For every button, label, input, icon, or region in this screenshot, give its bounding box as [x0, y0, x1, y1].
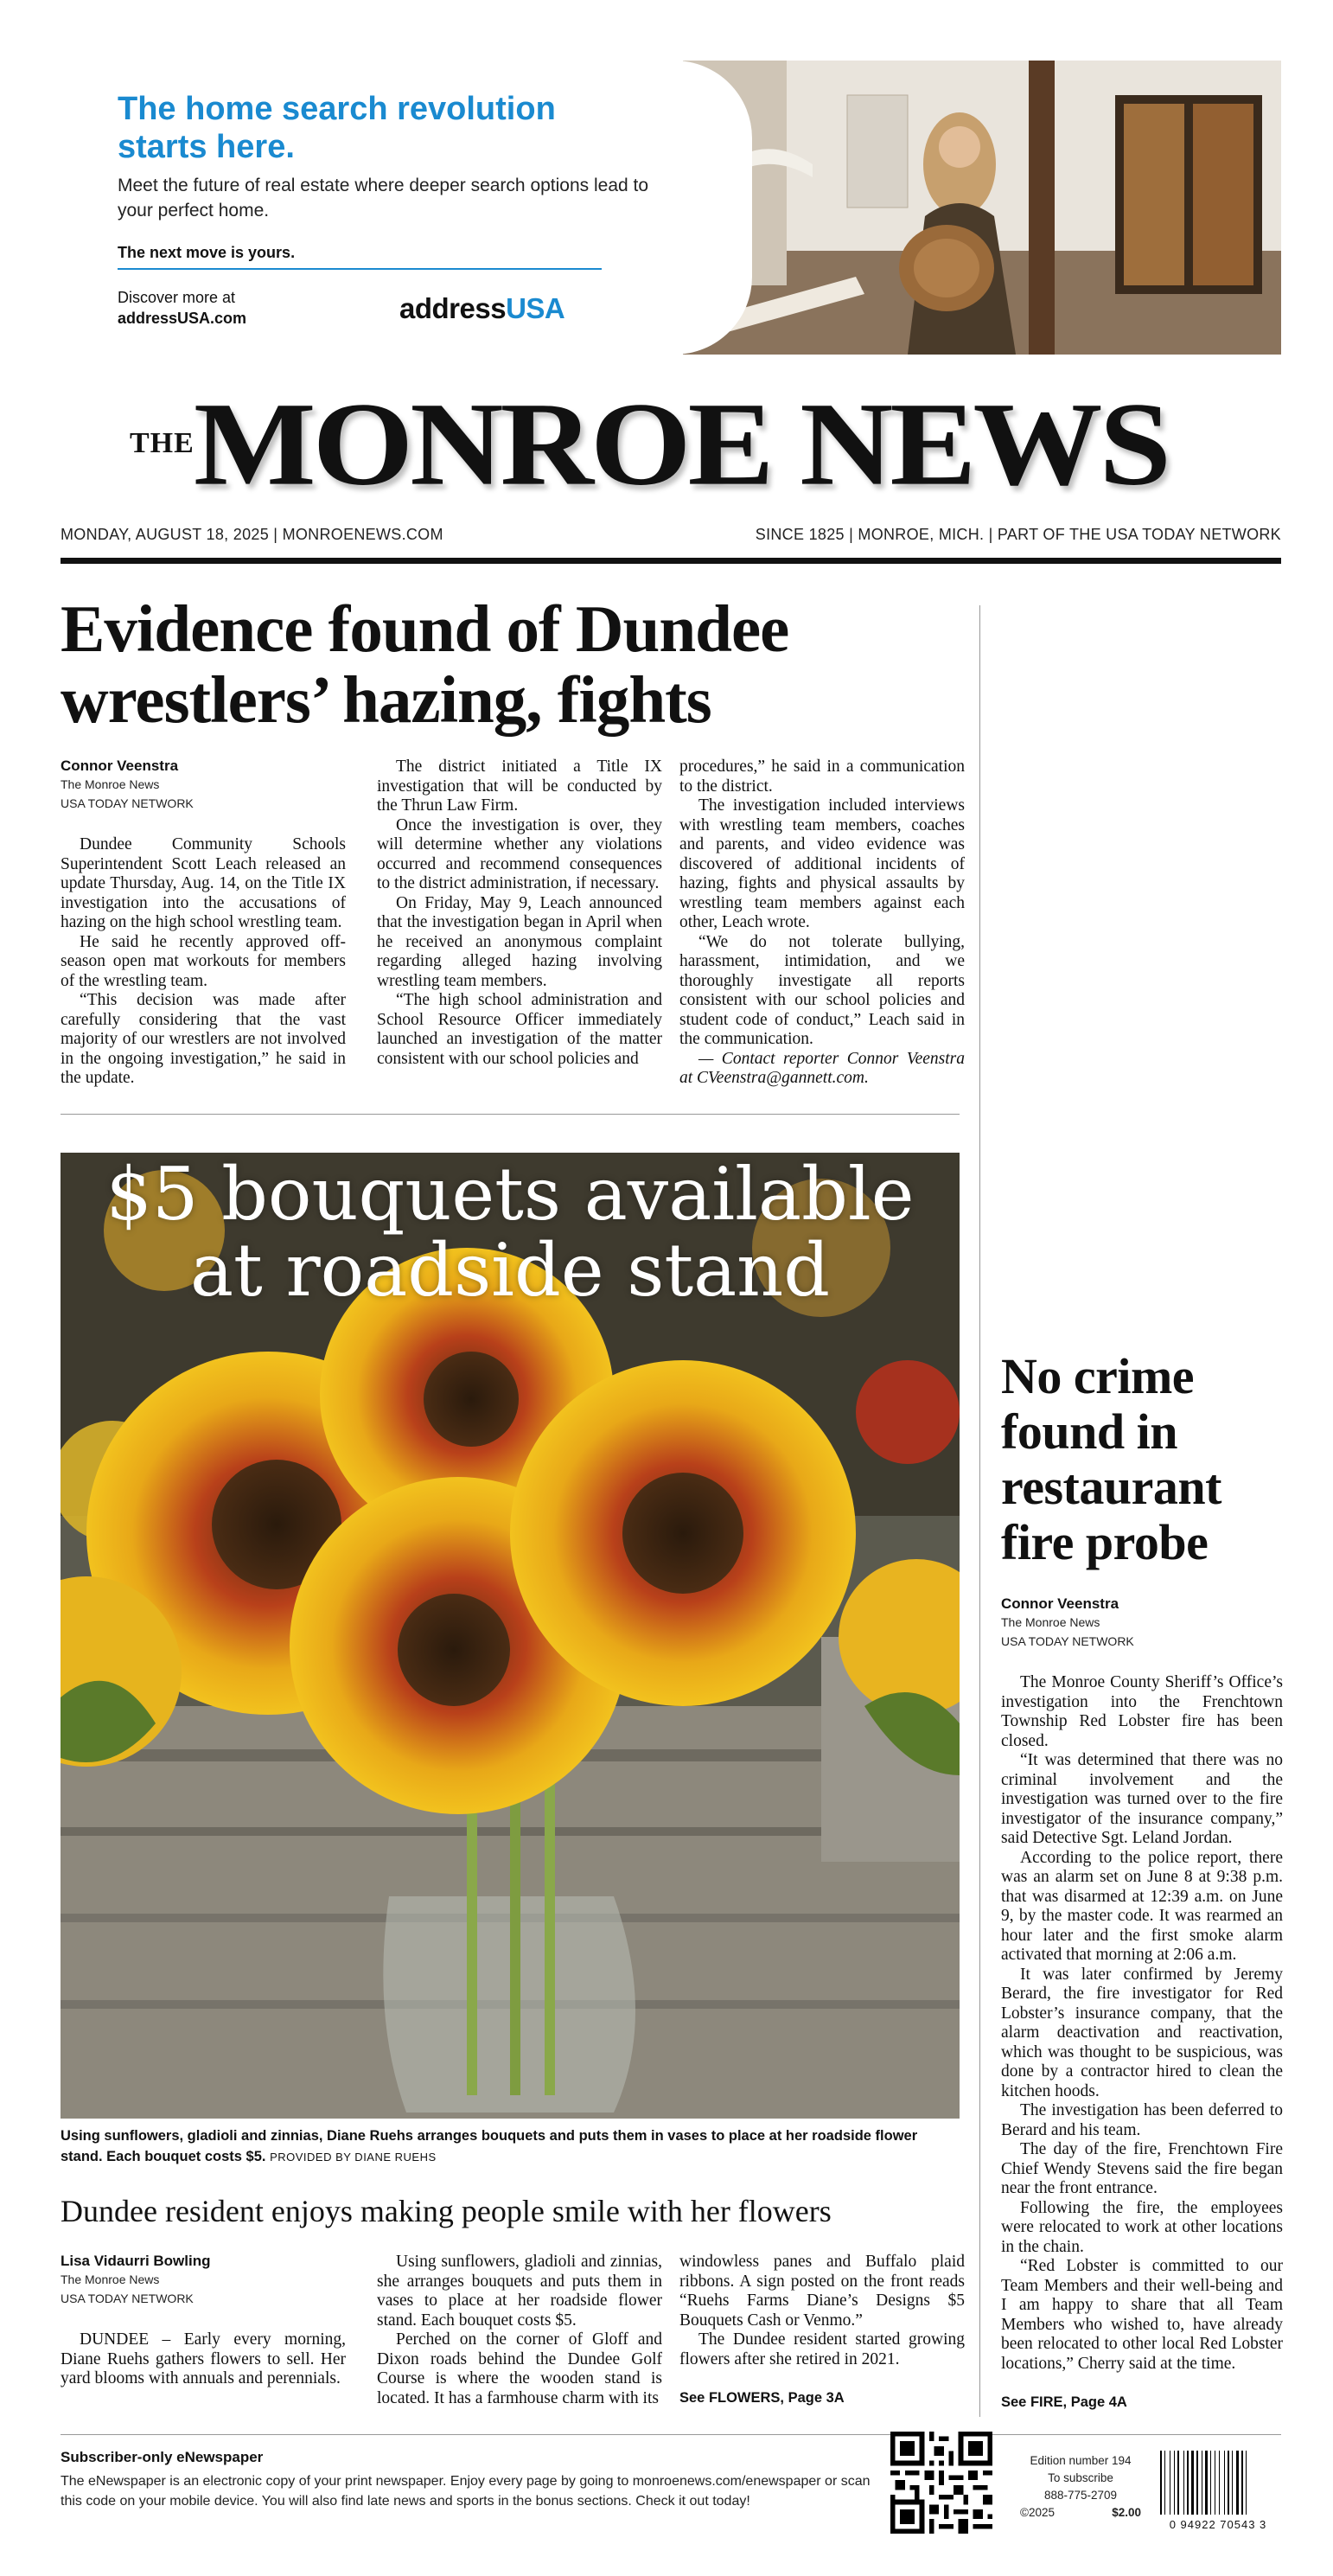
photo-caption: [61, 2125, 960, 2168]
story2-col1: [61, 2253, 346, 2389]
story1-byline-pub: The Monroe News: [61, 777, 160, 791]
paragraph: It was later confirmed by Jeremy Berard, the fire investigator for Red Lobster’s insurance company, that the alarm deactivation and reactivation, which was thought to be suspicious, was done by a contractor hired to clean the kitchen hoods.: [1001, 1965, 1283, 2100]
photo-credit: PROVIDED BY DIANE RUEHS: [270, 2151, 437, 2164]
barcode-digits: 0 94922 70543 3: [1169, 2518, 1267, 2531]
paragraph: He said he recently approved off-season open mat workouts for members of the wrestling team.: [61, 932, 346, 990]
paragraph: “The high school administration and School Resource Officer immediately launched an investigation of the matter consistent with our school policies and: [377, 991, 662, 1068]
paragraph: Once the investigation is over, they will determine whether any violations occurred and recommend consequences to the district administration, if necessary.: [377, 815, 662, 892]
story2-byline-name: Lisa Vidaurri Bowling: [61, 2253, 211, 2269]
masthead-info: SINCE 1825 | MONROE, MICH. | PART OF THE USA TODAY NETWORK: [755, 526, 1281, 543]
paragraph: “We do not tolerate bullying, harassment, intimidation, and we thoroughly investigate all reports consistent with our school policies and student code of conduct,” Leach said in the communication.: [679, 932, 965, 1048]
story1-byline-network: USA TODAY NETWORK: [61, 796, 194, 810]
ad-discover-label: Discover more at: [118, 289, 236, 306]
paragraph: Dundee Community Schools Superintendent Scott Leach released an update Thursday, Aug. 14, on the Title IX investigation into the accusations of hazing on the high school wrestling team.: [61, 835, 346, 931]
edition-number: Edition number 194: [1030, 2454, 1132, 2467]
price: $2.00: [1112, 2506, 1141, 2519]
masthead-the: THE: [130, 427, 195, 459]
story2-col3: [679, 2253, 965, 2408]
paragraph: The day of the fire, Frenchtown Fire Chief Wendy Stevens said the fire began near the front entrance.: [1001, 2140, 1283, 2197]
ad-photo: [683, 61, 1281, 355]
story3-byline-pub: The Monroe News: [1001, 1615, 1100, 1629]
edition-info: [1020, 2452, 1141, 2522]
paragraph: “It was determined that there was no criminal involvement and the investigation was turned over to the fire investigator of the insurance company,” said Detective Sgt. Leland Jordan.: [1001, 1751, 1283, 1847]
paragraph: The investigation has been deferred to Berard and his team.: [1001, 2101, 1283, 2139]
paragraph: DUNDEE – Early every morning, Diane Ruehs gathers flowers to sell. Her yard blooms with annuals and perennials.: [61, 2330, 346, 2387]
story3-body: [1001, 1595, 1283, 2413]
story1-headline[interactable]: Evidence found of Dundee wrestlers’ hazing, fights: [61, 591, 789, 737]
contact-reporter[interactable]: — Contact reporter Connor Veenstra at CVeenstra@gannett.com.: [679, 1049, 965, 1087]
paragraph: On Friday, May 9, Leach announced that the investigation began in April when he received an anonymous complaint regarding alleged hazing involving wrestling team members.: [377, 893, 662, 990]
masthead-rule: [61, 558, 1281, 564]
paragraph: Following the fire, the employees were relocated to work at other locations in the chain.: [1001, 2198, 1283, 2256]
ad-tagline: The next move is yours.: [118, 244, 296, 261]
paragraph: windowless panes and Buffalo plaid ribbons. A sign posted on the front reads “Ruehs Farms Diane’s Designs $5 Bouquets Cash or Venmo.”: [679, 2253, 965, 2330]
story1-byline-name: Connor Veenstra: [61, 757, 179, 774]
qr-code-icon[interactable]: [890, 2432, 992, 2534]
paragraph: Using sunflowers, gladioli and zinnias, she arranges bouquets and puts them in vases to place at her roadside flower stand. Each bouquet costs $5.: [377, 2253, 662, 2330]
paragraph: According to the police report, there was an alarm set on June 8 at 9:38 p.m. that was disarmed at 12:39 a.m. on June 9, by the master code. It was rearmed an hour later and the first smoke alarm activated that morning at 2:06 a.m.: [1001, 1848, 1283, 1964]
paragraph: The investigation included interviews with wrestling team members, coaches and parents, and video evidence was discovered of additional incidents of hazing, fights and physical assaults by wrestling team members against each other, Leach wrote.: [679, 796, 965, 931]
barcode-icon: [1157, 2451, 1279, 2531]
ad-divider: [118, 268, 602, 270]
ad-body: Meet the future of real estate where deeper search options lead to your perfect home.: [118, 176, 649, 221]
paragraph: The Dundee resident started growing flowers after she retired in 2021.: [679, 2330, 965, 2368]
caption-text: Using sunflowers, gladioli and zinnias, Diane Ruehs arranges bouquets and puts them in vases to place at her roadside flower stand. Each bouquet costs $5.: [61, 2128, 918, 2164]
ad-title: The home search revolution starts here.: [118, 91, 556, 165]
ad-link[interactable]: addressUSA.com: [118, 310, 247, 327]
photo-headline[interactable]: [61, 1152, 960, 1313]
address-usa-logo: addressUSA: [399, 292, 565, 324]
paragraph: procedures,” he said in a communication to the district.: [679, 757, 965, 796]
paragraph: “Red Lobster is committed to our Team Members and their well-being and I am happy to share that all Team Members who wished to, have already been relocated to other local Red Lobster locations,” Cherry said at the time.: [1001, 2257, 1283, 2373]
section-divider: [61, 1114, 960, 1115]
copyright: ©2025: [1020, 2506, 1055, 2519]
masthead-title: MONROE NEWS: [194, 378, 1168, 510]
subscribe-label: To subscribe: [1048, 2471, 1113, 2484]
story2-byline-network: USA TODAY NETWORK: [61, 2292, 194, 2305]
jump-link-flowers[interactable]: See FLOWERS, Page 3A: [679, 2390, 845, 2406]
dateline: MONDAY, AUGUST 18, 2025 | MONROENEWS.COM: [61, 526, 443, 543]
enewspaper-description: The eNewspaper is an electronic copy of your print newspaper. Enjoy every page by going to monroenews.com/enewspaper or scan this code on your mobile device. You will also find late news and sports in the bonus sections. Check it out today!: [61, 2474, 871, 2509]
story2-headline[interactable]: Dundee resident enjoys making people smile with her flowers: [61, 2194, 832, 2228]
jump-link-fire[interactable]: See FIRE, Page 4A: [1001, 2394, 1127, 2410]
story3-byline-network: USA TODAY NETWORK: [1001, 1634, 1134, 1648]
column-divider: [979, 605, 980, 2417]
paragraph: “This decision was made after carefully considering that the vast majority of our wrestlers are not involved in the ongoing investigation,” he said in the update.: [61, 991, 346, 1087]
paragraph: The district initiated a Title IX investigation that will be conducted by the Thrun Law Firm.: [377, 757, 662, 815]
advertisement[interactable]: [61, 61, 1281, 355]
ad-discover: [118, 287, 246, 329]
paragraph: The Monroe County Sheriff’s Office’s investigation into the Frenchtown Township Red Lobster fire has been closed.: [1001, 1673, 1283, 1750]
story2-byline-pub: The Monroe News: [61, 2272, 160, 2286]
enewspaper-title: Subscriber-only eNewspaper: [61, 2449, 264, 2465]
photo-headline-line1: $5 bouquets available: [105, 1152, 915, 1237]
story2-col2: [377, 2253, 662, 2408]
subscribe-phone[interactable]: 888-775-2709: [1043, 2489, 1118, 2502]
story3-byline-name: Connor Veenstra: [1001, 1595, 1119, 1612]
story3-headline[interactable]: No crime found in restaurant fire probe: [1001, 1348, 1221, 1570]
story1-col2: [377, 757, 662, 1069]
story1-col1: [61, 757, 346, 1089]
photo-headline-line2: at roadside stand: [189, 1228, 831, 1313]
paragraph: Perched on the corner of Gloff and Dixon roads behind the Dundee Golf Course is where the wooden stand is located. It has a farmhouse charm with its: [377, 2330, 662, 2407]
footer-rule: [61, 2434, 1281, 2435]
story1-col3: [679, 757, 965, 1089]
